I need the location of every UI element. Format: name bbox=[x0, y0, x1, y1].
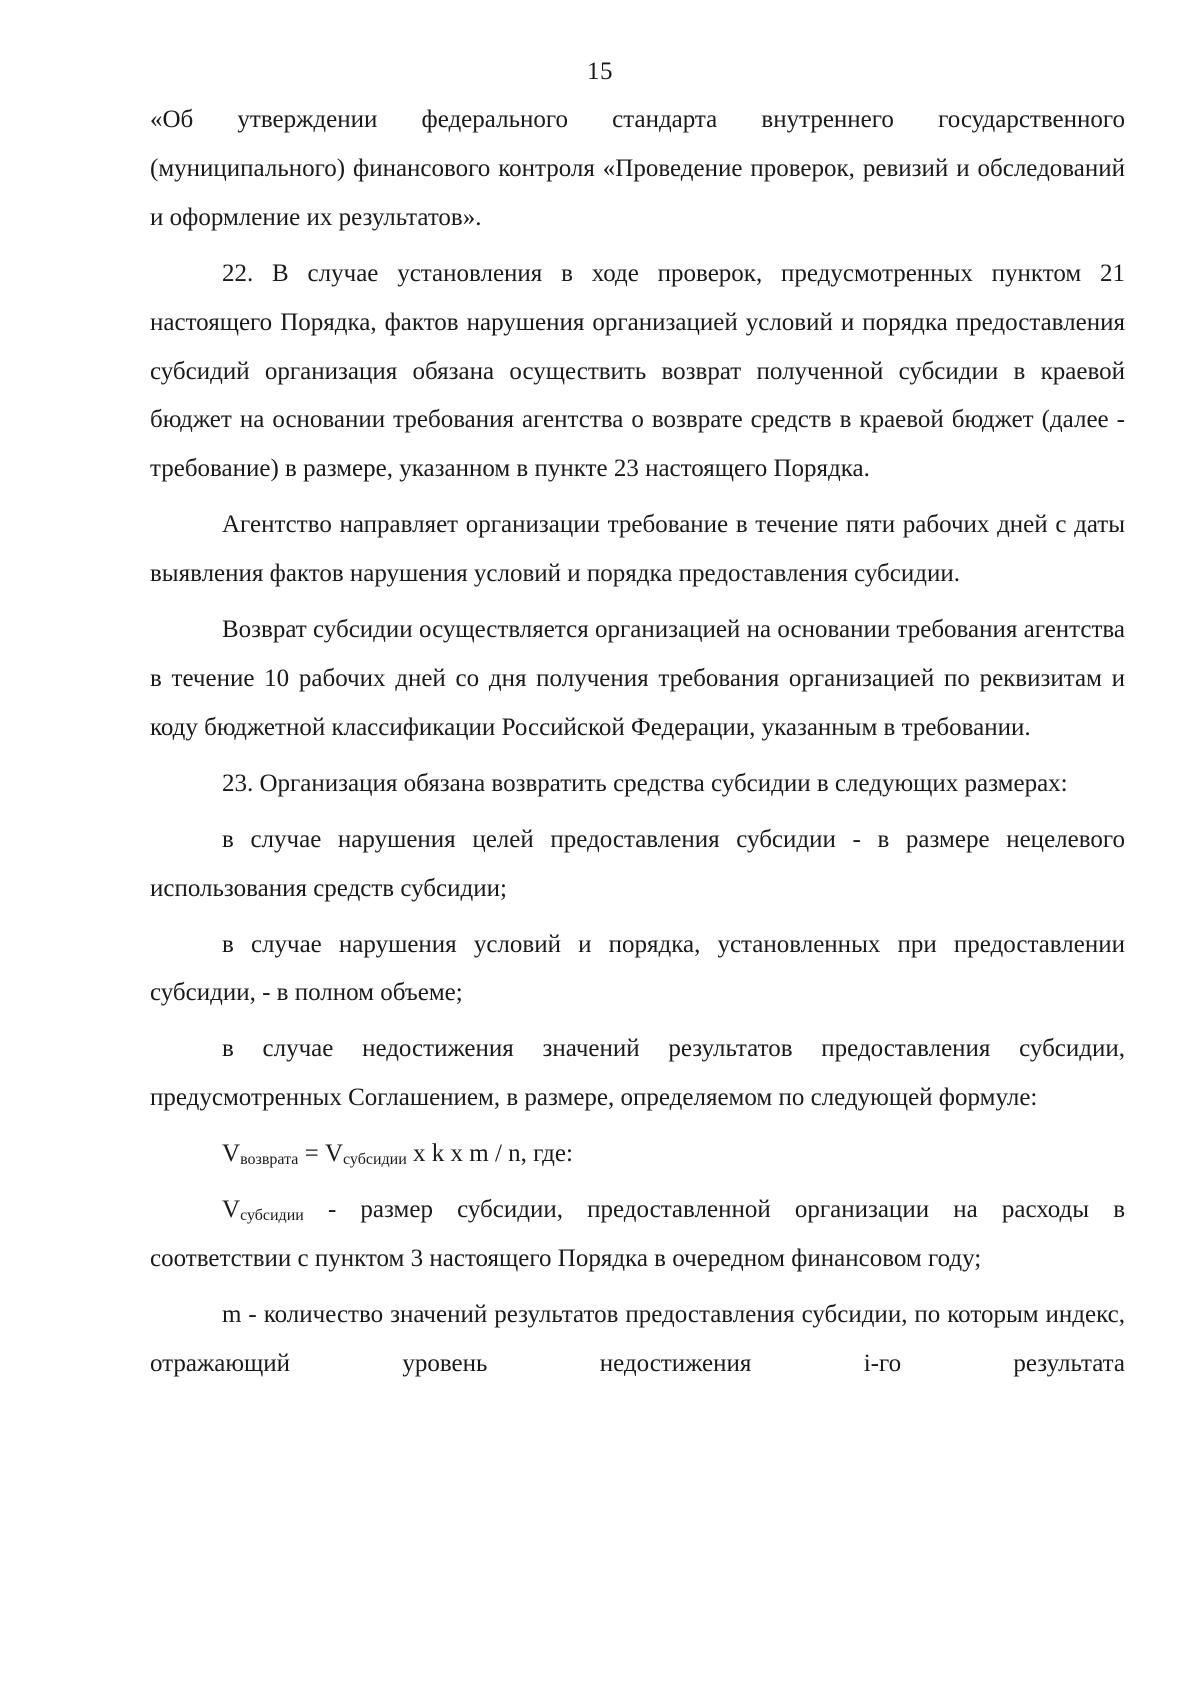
formula-rest: x k x m / n, где: bbox=[406, 1140, 573, 1168]
paragraph-case-results: в случае недостижения значений результатов предоставления субсидии, предусмотренных Соглашением, в размере, определяемом по следующей формуле: bbox=[150, 1035, 1125, 1112]
paragraph-refund-terms: Возврат субсидии осуществляется организацией на основании требования агентства в течение 10 рабочих дней со дня получения требования организацией по реквизитам и коду бюджетной классификации Российской Федерации, указанным в требовании. bbox=[150, 616, 1125, 741]
paragraph-item-22: 22. В случае установления в ходе проверок, предусмотренных пунктом 21 настоящего Порядка, фактов нарушения организацией условий и порядка предоставления субсидий организация обязана осуществить возврат полученной субсидии в краевой бюджет на основании требования агентства о возврате средств в краевой бюджет (далее - требование) в размере, указанном в пункте 23 настоящего Порядка. bbox=[150, 259, 1125, 483]
document-body bbox=[150, 96, 1125, 1389]
formula-sub-refund: возврата bbox=[240, 1151, 299, 1169]
definition-v-symbol: V bbox=[222, 1196, 241, 1224]
page-number: 15 bbox=[587, 58, 613, 85]
definition-v-text: - размер субсидии, предоставленной организации на расходы в соответствии с пунктом 3 настоящего Порядка в очередном финансовом году; bbox=[150, 1196, 1125, 1272]
formula-v-refund: V bbox=[222, 1140, 241, 1168]
definition-m: m - количество значений результатов предоставления субсидии, по которым индекс, отражающий уровень недостижения i-го результата bbox=[150, 1300, 1125, 1377]
formula-equals: = bbox=[298, 1140, 325, 1168]
paragraph-case-conditions: в случае нарушения условий и порядка, установленных при предоставлении субсидии, - в полном объеме; bbox=[150, 930, 1125, 1007]
formula-sub-subsidy: субсидии bbox=[343, 1151, 407, 1169]
definition-v-sub: субсидии bbox=[240, 1207, 304, 1225]
definition-v-subsidy bbox=[150, 1186, 1125, 1284]
formula-v-subsidy: V bbox=[324, 1140, 344, 1168]
paragraph-continuation: «Об утверждении федерального стандарта внутреннего государственного (муниципального) финансового контроля «Проведение проверок, ревизий и обследований и оформление их результатов». bbox=[150, 106, 1125, 231]
paragraph-case-purpose: в случае нарушения целей предоставления субсидии - в размере нецелевого использования средств субсидии; bbox=[150, 825, 1125, 902]
paragraph-item-23: 23. Организация обязана возвратить средства субсидии в следующих размерах: bbox=[222, 769, 1068, 797]
paragraph-agency-notice: Агентство направляет организации требование в течение пяти рабочих дней с даты выявления фактов нарушения условий и порядка предоставления субсидии. bbox=[150, 511, 1125, 588]
refund-formula bbox=[150, 1130, 1125, 1179]
